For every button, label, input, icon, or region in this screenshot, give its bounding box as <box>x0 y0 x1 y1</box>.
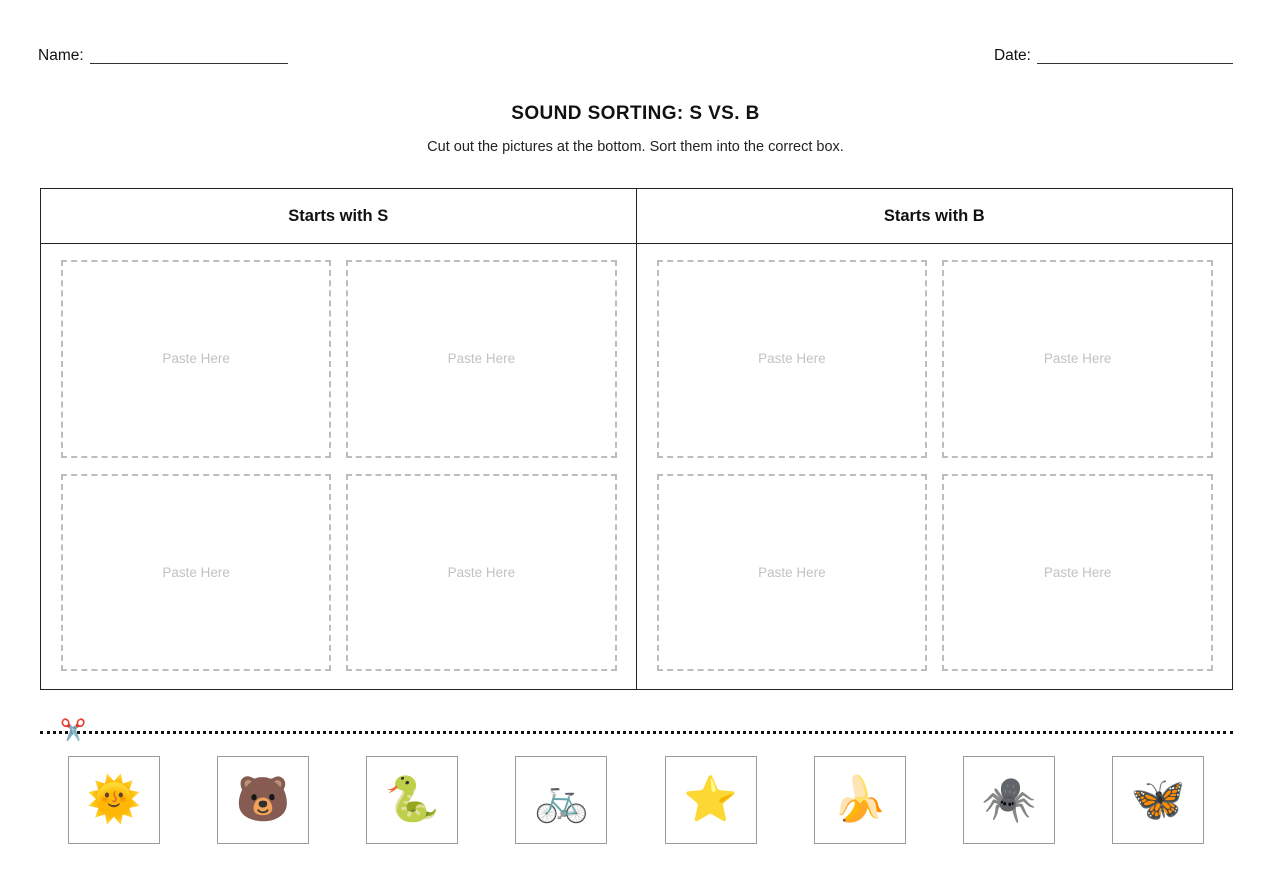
star-icon: ⭐ <box>683 775 738 824</box>
date-label: Date: <box>993 46 1031 64</box>
page-instructions: Cut out the pictures at the bottom. Sort them into the correct box. <box>427 139 844 155</box>
paste-box-label: Paste Here <box>447 351 516 367</box>
worksheet-header <box>38 36 1233 64</box>
paste-box-label: Paste Here <box>758 351 826 367</box>
paste-box[interactable] <box>61 260 331 458</box>
paste-box-label: Paste Here <box>162 351 230 367</box>
column-header-b: Starts with B <box>637 189 1233 244</box>
date-field <box>994 48 1233 65</box>
paste-box[interactable] <box>657 260 928 458</box>
cutout-card-bicycle[interactable] <box>515 756 607 844</box>
paste-box[interactable] <box>657 474 928 672</box>
name-field <box>38 48 288 65</box>
sorting-table <box>40 188 1233 690</box>
name-write-line[interactable] <box>90 62 288 64</box>
paste-box[interactable] <box>346 260 616 458</box>
paste-box[interactable] <box>942 260 1213 458</box>
cutout-card-star[interactable] <box>665 756 757 844</box>
spider-icon: 🕷️ <box>981 775 1037 824</box>
paste-box[interactable] <box>346 474 616 672</box>
butterfly-icon: 🦋 <box>1130 775 1186 824</box>
paste-box-label: Paste Here <box>162 564 230 580</box>
cutout-card-banana[interactable] <box>814 756 906 844</box>
bear-icon: 🐻 <box>235 775 291 824</box>
cutout-strip <box>68 756 1204 844</box>
cutout-card-spider[interactable] <box>963 756 1055 844</box>
paste-box-label: Paste Here <box>758 564 826 580</box>
cutout-card-snake[interactable] <box>366 756 458 844</box>
paste-box[interactable] <box>61 474 331 672</box>
paste-box-label: Paste Here <box>1043 351 1112 367</box>
banana-icon: 🍌 <box>832 775 888 824</box>
paste-box-label: Paste Here <box>447 564 516 580</box>
column-body-b <box>637 244 1233 689</box>
sort-column-s <box>41 189 637 689</box>
snake-icon: 🐍 <box>384 775 440 824</box>
page-title: SOUND SORTING: S VS. B <box>511 103 760 124</box>
paste-box-label: Paste Here <box>1043 564 1112 580</box>
column-header-s: Starts with S <box>41 189 636 244</box>
cut-line <box>40 731 1233 734</box>
name-label: Name: <box>38 46 84 64</box>
cutout-card-butterfly[interactable] <box>1112 756 1204 844</box>
sort-column-b <box>637 189 1233 689</box>
sun-icon: 🌞 <box>86 775 142 824</box>
bicycle-icon: 🚲 <box>534 775 589 824</box>
paste-box[interactable] <box>942 474 1213 672</box>
scissors-icon: ✂️ <box>60 719 87 742</box>
date-write-line[interactable] <box>1037 62 1233 64</box>
cutout-card-bear[interactable] <box>217 756 309 844</box>
cutout-card-sun[interactable] <box>68 756 160 844</box>
column-body-s <box>41 244 636 689</box>
